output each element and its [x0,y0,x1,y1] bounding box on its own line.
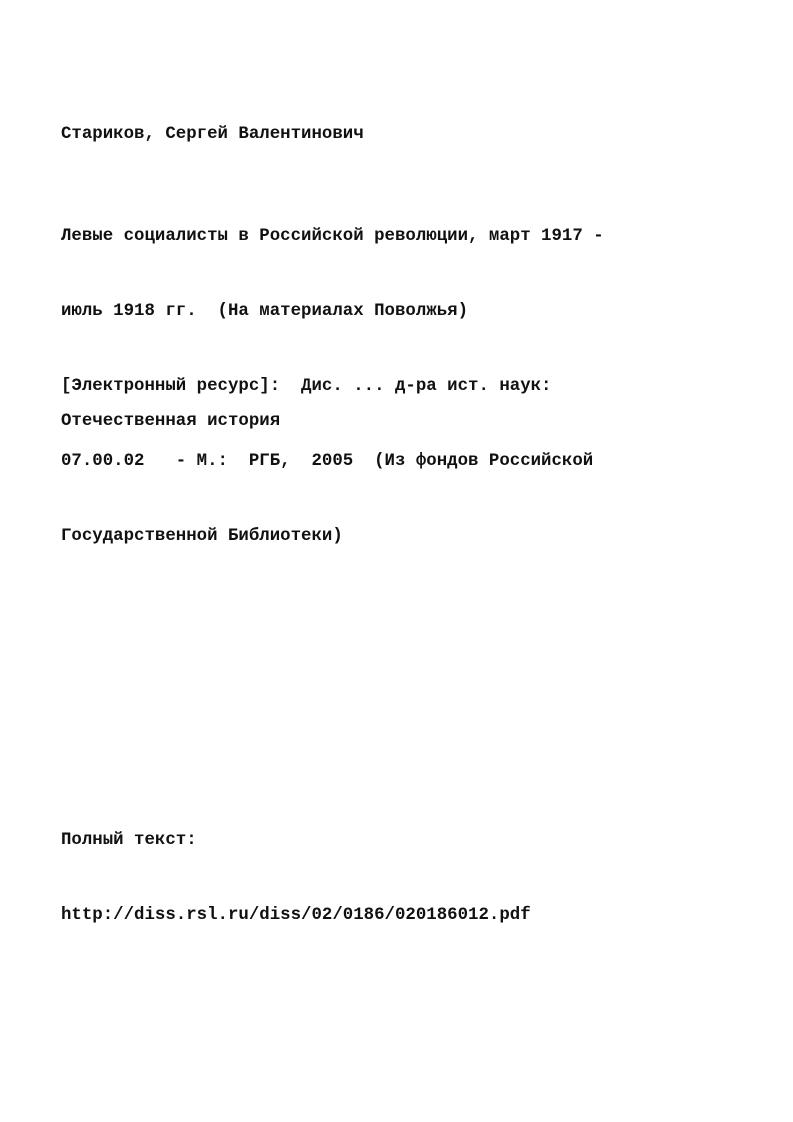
full-text-url: http://diss.rsl.ru/diss/02/0186/020186012.pdf [61,906,531,925]
description-line: Левые социалисты в Российской революции, март 1917 - [61,227,604,246]
description-line: Государственной Библиотеки) [61,527,343,546]
author-name: Стариков, Сергей Валентинович [61,125,364,144]
full-text-block [61,778,531,978]
description-line: июль 1918 гг. (На материалах Поволжья) [61,302,469,321]
description-line: 07.00.02 - М.: РГБ, 2005 (Из фондов Российской [61,452,594,471]
description-line: [Электронный ресурс]: Дис. ... д-ра ист. наук: [61,377,552,396]
subject-heading: Отечественная история [61,412,281,431]
bibliographic-description [61,174,604,599]
full-text-label: Полный текст: [61,831,197,850]
